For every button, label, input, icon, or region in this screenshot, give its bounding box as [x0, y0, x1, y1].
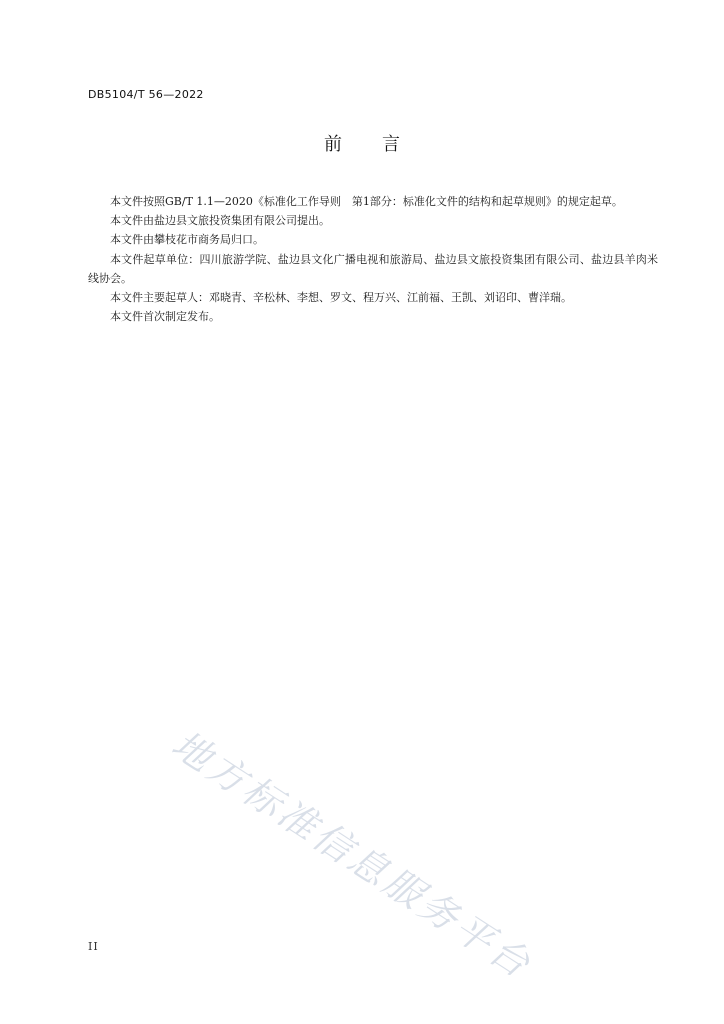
- paragraph: 本文件由攀枝花市商务局归口。: [110, 233, 264, 247]
- paragraph: 本文件首次制定发布。: [110, 310, 220, 324]
- foreword-body: [88, 192, 658, 326]
- document-code: DB5104/T 56—2022: [88, 88, 204, 101]
- page-title: 前言: [324, 134, 440, 155]
- paragraph: 本文件主要起草人：邓晓青、辛松林、李想、罗文、程万兴、江前福、王凯、刘诏印、曹洋瑞。: [110, 291, 572, 305]
- paragraph: 本文件由盐边县文旅投资集团有限公司提出。: [110, 214, 330, 228]
- page-number: II: [88, 940, 99, 953]
- paragraph: 本文件按照GB/T 1.1—2020《标准化工作导则 第1部分：标准化文件的结构和起草规则》的规定起草。: [110, 195, 623, 208]
- paragraph: 本文件起草单位：四川旅游学院、盐边县文化广播电视和旅游局、盐边县文旅投资集团有限公司、盐边县羊肉米线协会。: [88, 252, 658, 285]
- watermark: 地方标准信息服务平台: [164, 721, 541, 988]
